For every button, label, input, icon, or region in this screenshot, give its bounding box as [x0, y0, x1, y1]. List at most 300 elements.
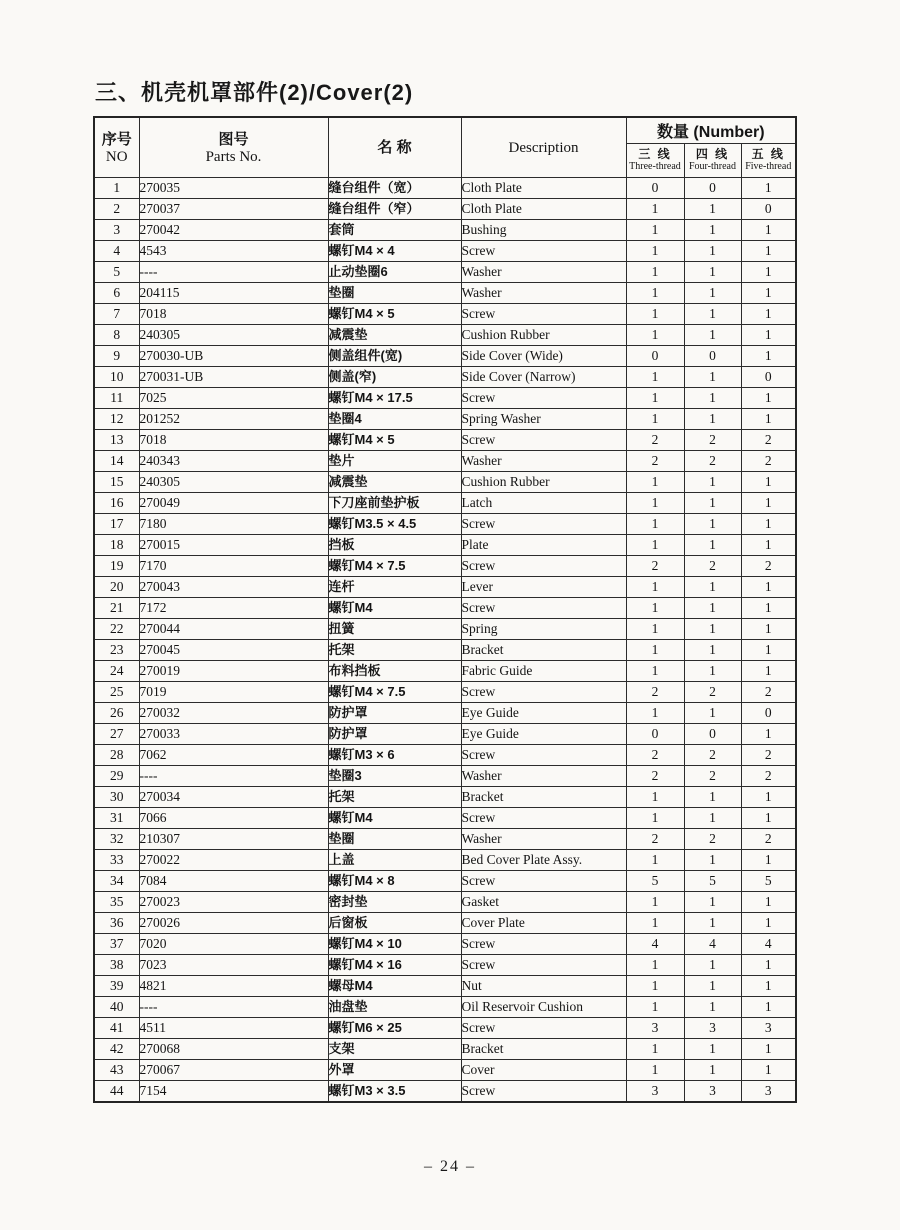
cell-no: 3	[94, 220, 139, 241]
cell-qty-three-thread: 1	[626, 787, 684, 808]
cell-qty-five-thread: 1	[741, 598, 796, 619]
cell-description: Washer	[461, 451, 626, 472]
cell-qty-five-thread: 1	[741, 493, 796, 514]
cell-description: Latch	[461, 493, 626, 514]
cell-description: Washer	[461, 262, 626, 283]
cell-description: Bracket	[461, 640, 626, 661]
cell-qty-five-thread: 2	[741, 766, 796, 787]
cell-parts-no: 7084	[139, 871, 328, 892]
cell-qty-four-thread: 1	[684, 304, 741, 325]
cell-qty-three-thread: 1	[626, 997, 684, 1018]
cell-qty-three-thread: 1	[626, 661, 684, 682]
table-row	[94, 598, 796, 619]
cell-qty-four-thread: 0	[684, 724, 741, 745]
cell-parts-no: 270067	[139, 1060, 328, 1081]
cell-parts-no: 270034	[139, 787, 328, 808]
table-row	[94, 766, 796, 787]
header-name-zh: 名 称	[377, 138, 412, 156]
cell-qty-five-thread: 1	[741, 178, 796, 199]
header-three-thread	[626, 144, 684, 178]
cell-name: 螺钉M4	[328, 808, 461, 829]
cell-parts-no: 270023	[139, 892, 328, 913]
cell-parts-no: 4511	[139, 1018, 328, 1039]
cell-name: 减震垫	[328, 325, 461, 346]
cell-no: 25	[94, 682, 139, 703]
cell-name: 套筒	[328, 220, 461, 241]
table-row	[94, 577, 796, 598]
cell-no: 26	[94, 703, 139, 724]
cell-qty-four-thread: 2	[684, 451, 741, 472]
table-row	[94, 388, 796, 409]
cell-no: 11	[94, 388, 139, 409]
cell-qty-three-thread: 1	[626, 598, 684, 619]
cell-qty-three-thread: 1	[626, 976, 684, 997]
header-description-label: Description	[508, 139, 579, 156]
cell-qty-three-thread: 1	[626, 388, 684, 409]
header-five-thread-zh: 五 线	[751, 147, 785, 161]
cell-parts-no: 7025	[139, 388, 328, 409]
cell-qty-four-thread: 1	[684, 535, 741, 556]
cell-qty-four-thread: 1	[684, 976, 741, 997]
cell-description: Washer	[461, 829, 626, 850]
cell-description: Cushion Rubber	[461, 325, 626, 346]
cell-qty-three-thread: 3	[626, 1018, 684, 1039]
cell-no: 37	[94, 934, 139, 955]
cell-qty-four-thread: 1	[684, 283, 741, 304]
cell-no: 40	[94, 997, 139, 1018]
cell-parts-no: 240305	[139, 325, 328, 346]
cell-name: 扭簧	[328, 619, 461, 640]
cell-qty-four-thread: 1	[684, 619, 741, 640]
cell-description: Eye Guide	[461, 724, 626, 745]
cell-name: 螺钉M4 × 7.5	[328, 556, 461, 577]
cell-name: 螺钉M4 × 16	[328, 955, 461, 976]
cell-qty-four-thread: 1	[684, 640, 741, 661]
cell-parts-no: 204115	[139, 283, 328, 304]
header-four-thread-zh: 四 线	[695, 147, 730, 161]
cell-qty-five-thread: 1	[741, 787, 796, 808]
cell-qty-four-thread: 1	[684, 955, 741, 976]
cell-name: 减震垫	[328, 472, 461, 493]
cell-parts-no: 270031-UB	[139, 367, 328, 388]
cell-parts-no: 4543	[139, 241, 328, 262]
cell-description: Bracket	[461, 787, 626, 808]
cell-qty-three-thread: 1	[626, 808, 684, 829]
cell-qty-three-thread: 2	[626, 682, 684, 703]
cell-parts-no: 270032	[139, 703, 328, 724]
cell-qty-four-thread: 0	[684, 178, 741, 199]
cell-no: 30	[94, 787, 139, 808]
cell-parts-no: 7066	[139, 808, 328, 829]
cell-qty-four-thread: 2	[684, 556, 741, 577]
cell-name: 螺钉M4 × 17.5	[328, 388, 461, 409]
cell-description: Screw	[461, 556, 626, 577]
cell-qty-five-thread: 1	[741, 262, 796, 283]
cell-parts-no: 7023	[139, 955, 328, 976]
header-four-thread-en: Four-thread	[688, 161, 736, 172]
cell-qty-five-thread: 2	[741, 556, 796, 577]
cell-qty-four-thread: 2	[684, 430, 741, 451]
cell-name: 上盖	[328, 850, 461, 871]
header-name	[328, 117, 461, 178]
cell-qty-five-thread: 1	[741, 409, 796, 430]
cell-no: 32	[94, 829, 139, 850]
header-parts-no-en: Parts No.	[205, 148, 262, 165]
cell-qty-four-thread: 1	[684, 472, 741, 493]
cell-no: 28	[94, 745, 139, 766]
cell-description: Eye Guide	[461, 703, 626, 724]
cell-qty-three-thread: 1	[626, 850, 684, 871]
cell-qty-three-thread: 1	[626, 472, 684, 493]
cell-parts-no: 7154	[139, 1081, 328, 1103]
table-row	[94, 514, 796, 535]
cell-qty-five-thread: 1	[741, 955, 796, 976]
cell-parts-no: 270033	[139, 724, 328, 745]
cell-name: 布料挡板	[328, 661, 461, 682]
table-row	[94, 661, 796, 682]
cell-name: 螺钉M4 × 8	[328, 871, 461, 892]
header-four-thread	[684, 144, 741, 178]
cell-no: 14	[94, 451, 139, 472]
table-row	[94, 304, 796, 325]
cell-name: 螺钉M4 × 7.5	[328, 682, 461, 703]
cell-no: 31	[94, 808, 139, 829]
table-row	[94, 913, 796, 934]
cell-description: Cloth Plate	[461, 199, 626, 220]
cell-qty-five-thread: 1	[741, 241, 796, 262]
cell-parts-no: ----	[139, 997, 328, 1018]
table-row	[94, 451, 796, 472]
cell-qty-three-thread: 1	[626, 493, 684, 514]
cell-qty-five-thread: 3	[741, 1081, 796, 1103]
cell-qty-five-thread: 1	[741, 661, 796, 682]
cell-no: 33	[94, 850, 139, 871]
cell-qty-four-thread: 1	[684, 262, 741, 283]
cell-name: 螺钉M4 × 5	[328, 304, 461, 325]
table-row	[94, 367, 796, 388]
cell-qty-three-thread: 1	[626, 913, 684, 934]
cell-name: 螺钉M3.5 × 4.5	[328, 514, 461, 535]
table-row	[94, 1018, 796, 1039]
cell-no: 17	[94, 514, 139, 535]
cell-qty-five-thread: 2	[741, 745, 796, 766]
cell-parts-no: 270035	[139, 178, 328, 199]
cell-no: 6	[94, 283, 139, 304]
cell-qty-four-thread: 2	[684, 766, 741, 787]
cell-qty-three-thread: 1	[626, 283, 684, 304]
cell-name: 密封垫	[328, 892, 461, 913]
cell-qty-five-thread: 1	[741, 976, 796, 997]
cell-no: 21	[94, 598, 139, 619]
table-row	[94, 829, 796, 850]
cell-no: 24	[94, 661, 139, 682]
cell-qty-three-thread: 2	[626, 766, 684, 787]
cell-qty-five-thread: 1	[741, 388, 796, 409]
cell-qty-five-thread: 1	[741, 472, 796, 493]
cell-name: 支架	[328, 1039, 461, 1060]
cell-qty-five-thread: 3	[741, 1018, 796, 1039]
cell-qty-four-thread: 1	[684, 598, 741, 619]
cell-parts-no: 7172	[139, 598, 328, 619]
cell-name: 垫圈	[328, 829, 461, 850]
cell-parts-no: ----	[139, 766, 328, 787]
cell-qty-five-thread: 1	[741, 619, 796, 640]
table-row	[94, 955, 796, 976]
table-row	[94, 346, 796, 367]
cell-name: 螺钉M3 × 6	[328, 745, 461, 766]
cell-no: 34	[94, 871, 139, 892]
table-row	[94, 787, 796, 808]
cell-qty-five-thread: 4	[741, 934, 796, 955]
cell-qty-four-thread: 1	[684, 661, 741, 682]
cell-description: Washer	[461, 283, 626, 304]
table-row	[94, 283, 796, 304]
cell-qty-five-thread: 2	[741, 829, 796, 850]
cell-description: Screw	[461, 388, 626, 409]
cell-description: Side Cover (Narrow)	[461, 367, 626, 388]
cell-no: 22	[94, 619, 139, 640]
cell-no: 4	[94, 241, 139, 262]
table-row	[94, 241, 796, 262]
table-row	[94, 997, 796, 1018]
cell-description: Nut	[461, 976, 626, 997]
cell-no: 43	[94, 1060, 139, 1081]
cell-qty-four-thread: 1	[684, 808, 741, 829]
page-title: 三、机壳机罩部件(2)/Cover(2)	[95, 80, 414, 105]
cell-qty-five-thread: 2	[741, 682, 796, 703]
cell-qty-five-thread: 1	[741, 913, 796, 934]
cell-qty-five-thread: 2	[741, 430, 796, 451]
cell-name: 托架	[328, 640, 461, 661]
page-number: – 24 –	[424, 1158, 476, 1175]
header-parts-no-zh: 图号	[218, 130, 249, 148]
cell-qty-five-thread: 1	[741, 346, 796, 367]
cell-qty-four-thread: 2	[684, 829, 741, 850]
cell-no: 10	[94, 367, 139, 388]
cell-qty-five-thread: 1	[741, 724, 796, 745]
cell-parts-no: 210307	[139, 829, 328, 850]
cell-qty-three-thread: 1	[626, 304, 684, 325]
table-header	[94, 117, 796, 178]
cell-parts-no: 240305	[139, 472, 328, 493]
cell-qty-three-thread: 1	[626, 325, 684, 346]
cell-description: Lever	[461, 577, 626, 598]
cell-qty-three-thread: 2	[626, 451, 684, 472]
table-row	[94, 199, 796, 220]
cell-name: 垫圈4	[328, 409, 461, 430]
table-row	[94, 871, 796, 892]
cell-name: 螺钉M4 × 5	[328, 430, 461, 451]
table-row	[94, 892, 796, 913]
cell-qty-three-thread: 3	[626, 1081, 684, 1103]
cell-no: 5	[94, 262, 139, 283]
cell-qty-four-thread: 1	[684, 367, 741, 388]
cell-parts-no: 270030-UB	[139, 346, 328, 367]
table-row	[94, 808, 796, 829]
cell-parts-no: 7019	[139, 682, 328, 703]
table-row	[94, 178, 796, 199]
cell-name: 垫片	[328, 451, 461, 472]
cell-parts-no: ----	[139, 262, 328, 283]
cell-qty-three-thread: 1	[626, 409, 684, 430]
cell-qty-three-thread: 1	[626, 514, 684, 535]
cell-no: 18	[94, 535, 139, 556]
cell-qty-four-thread: 3	[684, 1081, 741, 1103]
cell-name: 托架	[328, 787, 461, 808]
cell-qty-five-thread: 1	[741, 1060, 796, 1081]
cell-no: 7	[94, 304, 139, 325]
cell-description: Gasket	[461, 892, 626, 913]
cell-qty-three-thread: 0	[626, 178, 684, 199]
cell-name: 缝台组件（窄）	[328, 199, 461, 220]
cell-qty-four-thread: 0	[684, 346, 741, 367]
cell-no: 9	[94, 346, 139, 367]
cell-description: Screw	[461, 808, 626, 829]
cell-description: Screw	[461, 241, 626, 262]
cell-parts-no: 7020	[139, 934, 328, 955]
cell-description: Bushing	[461, 220, 626, 241]
table-row	[94, 472, 796, 493]
cell-qty-three-thread: 1	[626, 535, 684, 556]
table-row	[94, 745, 796, 766]
cell-description: Plate	[461, 535, 626, 556]
cell-qty-four-thread: 1	[684, 787, 741, 808]
cell-qty-three-thread: 1	[626, 262, 684, 283]
header-no-en: NO	[105, 148, 128, 165]
cell-name: 挡板	[328, 535, 461, 556]
cell-qty-four-thread: 1	[684, 913, 741, 934]
cell-name: 螺钉M4	[328, 598, 461, 619]
table-row	[94, 220, 796, 241]
table-row	[94, 535, 796, 556]
cell-qty-four-thread: 2	[684, 682, 741, 703]
cell-description: Cloth Plate	[461, 178, 626, 199]
cell-description: Spring Washer	[461, 409, 626, 430]
cell-no: 23	[94, 640, 139, 661]
cell-qty-three-thread: 1	[626, 1039, 684, 1060]
cell-parts-no: 270042	[139, 220, 328, 241]
cell-qty-three-thread: 1	[626, 892, 684, 913]
cell-parts-no: 7180	[139, 514, 328, 535]
cell-qty-four-thread: 1	[684, 1039, 741, 1060]
cell-qty-three-thread: 2	[626, 556, 684, 577]
table-row	[94, 619, 796, 640]
cell-no: 29	[94, 766, 139, 787]
cell-qty-four-thread: 1	[684, 703, 741, 724]
cell-description: Screw	[461, 934, 626, 955]
cell-no: 15	[94, 472, 139, 493]
table-row	[94, 430, 796, 451]
table-row	[94, 409, 796, 430]
cell-name: 侧盖(窄)	[328, 367, 461, 388]
cell-qty-five-thread: 1	[741, 283, 796, 304]
cell-description: Spring	[461, 619, 626, 640]
cell-no: 41	[94, 1018, 139, 1039]
cell-description: Washer	[461, 766, 626, 787]
cell-no: 16	[94, 493, 139, 514]
cell-description: Screw	[461, 745, 626, 766]
table-row	[94, 1081, 796, 1103]
cell-qty-five-thread: 1	[741, 997, 796, 1018]
cell-no: 38	[94, 955, 139, 976]
cell-description: Screw	[461, 1018, 626, 1039]
cell-name: 垫圈3	[328, 766, 461, 787]
cell-qty-five-thread: 1	[741, 808, 796, 829]
cell-description: Bracket	[461, 1039, 626, 1060]
cell-qty-four-thread: 1	[684, 997, 741, 1018]
cell-no: 20	[94, 577, 139, 598]
cell-name: 后窗板	[328, 913, 461, 934]
cell-qty-five-thread: 1	[741, 514, 796, 535]
cell-qty-five-thread: 1	[741, 892, 796, 913]
cell-parts-no: 270049	[139, 493, 328, 514]
cell-parts-no: 270019	[139, 661, 328, 682]
header-three-thread-zh: 三 线	[638, 147, 672, 161]
cell-no: 8	[94, 325, 139, 346]
cell-name: 螺母M4	[328, 976, 461, 997]
header-description	[461, 117, 626, 178]
header-number-group-label: 数量 (Number)	[656, 124, 765, 141]
cell-no: 12	[94, 409, 139, 430]
cell-qty-four-thread: 5	[684, 871, 741, 892]
table-row	[94, 493, 796, 514]
cell-description: Oil Reservoir Cushion	[461, 997, 626, 1018]
cell-qty-four-thread: 2	[684, 745, 741, 766]
header-parts-no	[139, 117, 328, 178]
cell-description: Fabric Guide	[461, 661, 626, 682]
cell-no: 42	[94, 1039, 139, 1060]
table-row	[94, 682, 796, 703]
cell-parts-no: 7062	[139, 745, 328, 766]
cell-description: Screw	[461, 955, 626, 976]
cell-name: 防护罩	[328, 703, 461, 724]
cell-qty-three-thread: 1	[626, 1060, 684, 1081]
cell-description: Side Cover (Wide)	[461, 346, 626, 367]
header-no	[94, 117, 139, 178]
cell-qty-three-thread: 1	[626, 577, 684, 598]
cell-description: Screw	[461, 514, 626, 535]
cell-parts-no: 270068	[139, 1039, 328, 1060]
cell-qty-three-thread: 4	[626, 934, 684, 955]
cell-qty-five-thread: 1	[741, 325, 796, 346]
table-row	[94, 724, 796, 745]
cell-parts-no: 270026	[139, 913, 328, 934]
cell-qty-three-thread: 1	[626, 640, 684, 661]
cell-qty-four-thread: 1	[684, 388, 741, 409]
cell-qty-five-thread: 1	[741, 1039, 796, 1060]
cell-qty-four-thread: 1	[684, 199, 741, 220]
table-row	[94, 640, 796, 661]
cell-parts-no: 270022	[139, 850, 328, 871]
cell-qty-three-thread: 1	[626, 367, 684, 388]
table-row	[94, 1039, 796, 1060]
header-number-group	[626, 117, 796, 144]
cell-qty-three-thread: 1	[626, 703, 684, 724]
cell-qty-three-thread: 2	[626, 829, 684, 850]
header-five-thread	[741, 144, 796, 178]
cell-description: Bed Cover Plate Assy.	[461, 850, 626, 871]
cell-description: Screw	[461, 598, 626, 619]
cell-qty-three-thread: 1	[626, 955, 684, 976]
cell-parts-no: 7018	[139, 304, 328, 325]
cell-name: 螺钉M6 × 25	[328, 1018, 461, 1039]
cell-description: Screw	[461, 1081, 626, 1103]
header-no-zh: 序号	[101, 130, 132, 148]
table-row	[94, 262, 796, 283]
cell-name: 缝台组件（宽）	[328, 178, 461, 199]
cell-name: 油盘垫	[328, 997, 461, 1018]
cell-qty-four-thread: 1	[684, 577, 741, 598]
